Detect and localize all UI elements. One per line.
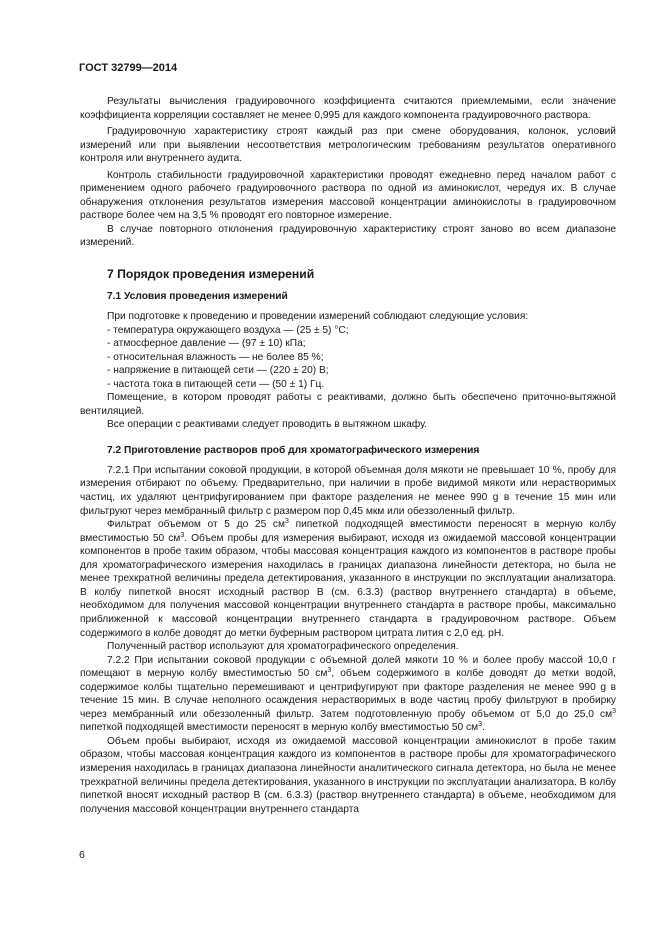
condition-item: - относительная влажность — не более 85 %; [107,351,324,363]
used-solution-paragraph: Полученный раствор используют для хроматографического определения. [107,641,459,653]
ventilation-paragraph: Помещение, в котором проводят работы с реактивами, должно быть обеспечено приточно-вытяжной вентиляцией. [80,392,616,417]
section-7-heading: 7 Порядок проведения измерений [107,267,315,282]
intro-paragraph-3: Контроль стабильности градуировочной характеристики проводят ежедневно перед началом работ с применением одного рабочего градуировочного раствора по одной из аминокислот, чередуя их. В случае обнаружения отклонения результатов измерения массовой концентрации аминокислоты в градуировочном растворе более чем на 3,5 % проводят его повторное измерение. [80,169,616,222]
intro-paragraph-1: Результаты вычисления градуировочного коэффициента считаются приемлемыми, если значение коэффициента корреляции составляет не менее 0,995 для каждого компонента градуировочного раствора. [80,96,616,121]
conditions-lead: При подготовке к проведению и проведении измерений соблюдают следующие условия: [107,311,529,323]
fume-hood-paragraph: Все операции с реактивами следует проводить в вытяжном шкафу. [107,419,427,431]
paragraph-7-2-2: 7.2.2 При испытании соковой продукции с объемной долей мякоти 10 % и более пробу массой 10,0 г помещают в мерную колбу вместимостью 50 $см^3$, объем содержимого в колбе доводят до метки водой, содержимое колбы тщательно перемешивают и центрифугируют при факторе разделения не менее 990 g в течение 15 мин. В случае неполного осаждения нерастворимых в воде частиц пробу фильтруют в пробирку через мембранный или обеззоленный фильтр. Затем подготовленную пробу объемом от 5,0 до 25,0 $см^3$ пипеткой подходящей вместимости переносят в мерную колбу вместимостью 50 $см^3$. [80,654,616,734]
condition-item: - частота тока в питающей сети — (50 ± 1) Гц. [107,378,325,390]
page-number: 6 [79,849,85,861]
standard-header: ГОСТ 32799—2014 [79,62,178,74]
paragraph-7-2-1: 7.2.1 При испытании соковой продукции, в которой объемная доля мякоти не превышает 10 %, пробу для измерения отбирают по объему. Предварительно, при наличии в пробе видимой мякоти или нерастворимых частиц, их удаляют центрифугированием при факторе разделения не менее 990 g в течение 15 мин или фильтруют через мембранный фильтр с размером пор 0,45 мкм или обеззоленный фильтр. [80,464,616,517]
section-7-2-heading: 7.2 Приготовление растворов проб для хроматографического измерения [107,444,480,456]
intro-paragraph-2: Градуировочную характеристику строят каждый раз при смене оборудования, колонок, условий измерений или при выявлении несоответствия метрологическим требованиям результатов оперативного контроля или внутреннего аудита. [80,126,616,165]
condition-item: - напряжение в питающей сети — (220 ± 20) В; [107,365,329,377]
document-body [80,95,616,816]
intro-paragraph-4: В случае повторного отклонения градуировочную характеристику строят заново во всем диапазоне измерений. [80,223,616,249]
filtrate-paragraph: Фильтрат объемом от 5 до 25 $см^3$ пипеткой подходящей вместимости переносят в мерную колбу вместимостью 50 $см^3$. Объем пробы для измерения выбирают, исходя из ожидаемой массовой концентрации компонентов в пробе таким образом, чтобы массовая концентрация каждого из компонентов в растворе пробы для хроматографического измерения находилась в границах диапазона линейности детектора, но была не менее трехкратной величины предела детектирования, указанного в инструкции по эксплуатации анализатора. В колбу пипеткой вносят исходный раствор В (см. 6.3.3) (раствор внутреннего стандарта) в объеме, необходимом для получения массовой концентрации внутреннего стандарта в растворе пробы, максимально приближенной к массовой концентрации внутреннего стандарта в градуировочном растворе. Объем содержимого в колбе доводят до метки буферным раствором цитрата лития с 2,0 ед. pH. [80,518,616,639]
condition-item: - температура окружающего воздуха — (25 ± 5) °С; [107,324,349,336]
section-7-1-heading: 7.1 Условия проведения измерений [107,291,288,303]
condition-item: - атмосферное давление — (97 ± 10) кПа; [107,338,306,350]
sample-volume-paragraph: Объем пробы выбирают, исходя из ожидаемой массовой концентрации аминокислот в пробе таким образом, чтобы массовая концентрация каждого из компонентов в растворе пробы для хроматографического измерения находилась в границах диапазона линейности аналитического сигнала детектора, но была не менее трехкратной величины предела детектирования, указанного в инструкции по эксплуатации анализатора. В колбу пипеткой вносят исходный раствор В (см. 6.3.3) (раствор внутреннего стандарта) в объеме, необходимом для получения массовой концентрации внутреннего стандарта [80,735,616,815]
